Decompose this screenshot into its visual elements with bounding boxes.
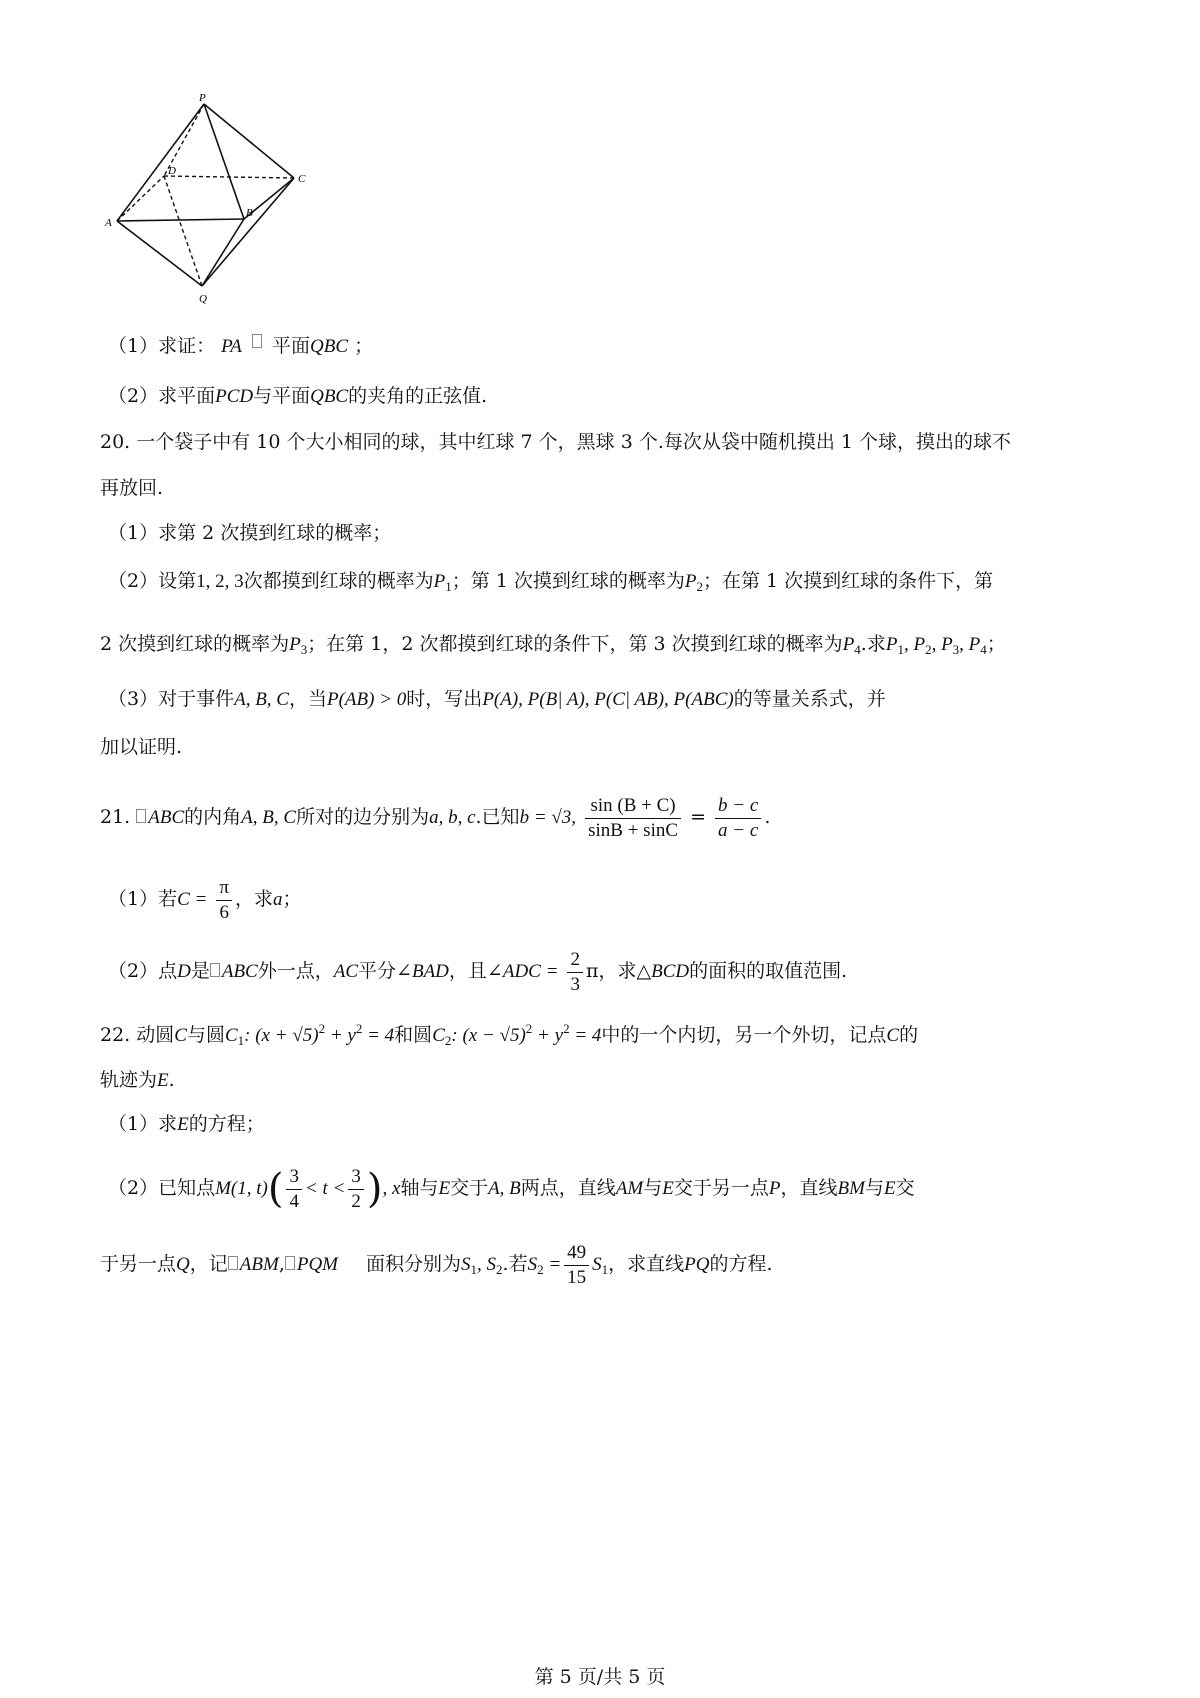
label-B: B	[246, 207, 253, 219]
q20-part1: （1）求第 2 次摸到红球的概率；	[108, 522, 392, 544]
q20-stem-cont: 再放回.	[100, 477, 164, 499]
label-Q: Q	[199, 293, 207, 305]
q20-part2-line2: 2 次摸到红球的概率为$P_3$；在第 1，2 次都摸到红球的条件下，第 3 次摸到红球的概率为$P_4$.求$P_1$, $P_2$, $P_3$, $P_4$；	[100, 633, 1006, 657]
q22-part2-line1: （2）已知点M(1, t)( $\frac{3}{4}$ < t < $\frac{3}{2}$ ), x轴与E交于A, B两点，直线AM与E交于另一点P，直线BM与E交	[108, 1165, 915, 1212]
q21-stem: 21. ABC的内角A, B, C所对的边分别为a, b, c.已知b = √3, $\frac{\sin (B + C)}{\sin B + \sin C}$ = $\frac{b - c}{a - c}$ .	[100, 794, 771, 841]
q20-part2-line1: （2）设第1, 2, 3次都摸到红球的概率为$P_1$；第 1 次摸到红球的概率为$P_2$；在第 1 次摸到红球的条件下，第	[108, 570, 994, 594]
q20-part3-line2: 加以证明.	[100, 736, 183, 758]
q19-part2: （2）求平面PCD与平面QBC的夹角的正弦值.	[108, 385, 488, 407]
q21-part1: （1）若C = $\frac{\pi}{6}$ ，求a；	[108, 876, 302, 923]
octahedron-figure	[100, 90, 330, 315]
q21-part2: （2）点D是 ABC外一点，AC平分∠BAD，且∠ADC = $\frac{2}{3}$ π，求△BCD的面积的取值范围.	[108, 948, 848, 995]
label-A: A	[105, 217, 112, 229]
label-P: P	[199, 92, 206, 104]
q20-stem: 20. 一个袋子中有 10 个大小相同的球，其中红球 7 个，黑球 3 个.每次从袋中随机摸出 1 个球，摸出的球不	[100, 431, 1012, 453]
q19-part1: （1）求证： PA 平面QBC ；	[108, 335, 374, 357]
q22-part1: （1）求E的方程；	[108, 1113, 265, 1135]
label-C: C	[298, 173, 306, 185]
q22-stem: 22. 动圆C与圆$C_1$: $(x + √5)^2 + y^2 = 4$和圆$C_2$: $(x - √5)^2 + y^2 = 4$中的一个内切，另一个外切，记点C的	[100, 1021, 919, 1048]
page-footer: 第 5 页/共 5 页	[534, 1666, 666, 1688]
q22-part2-line2: 于另一点Q，记 ABM, PQM 面积分别为$S_1$, $S_2$.若$S_2$ = $\frac{49}{15}$ $S_1$，求直线PQ的方程.	[100, 1241, 773, 1288]
q20-part3-line1: （3）对于事件A, B, C，当P(AB) > 0时，写出P(A), P(B| A), P(C| AB), P(ABC)的等量关系式，并	[108, 688, 886, 710]
q22-stem-cont: 轨迹为E.	[100, 1069, 175, 1091]
label-D: D	[168, 165, 176, 177]
